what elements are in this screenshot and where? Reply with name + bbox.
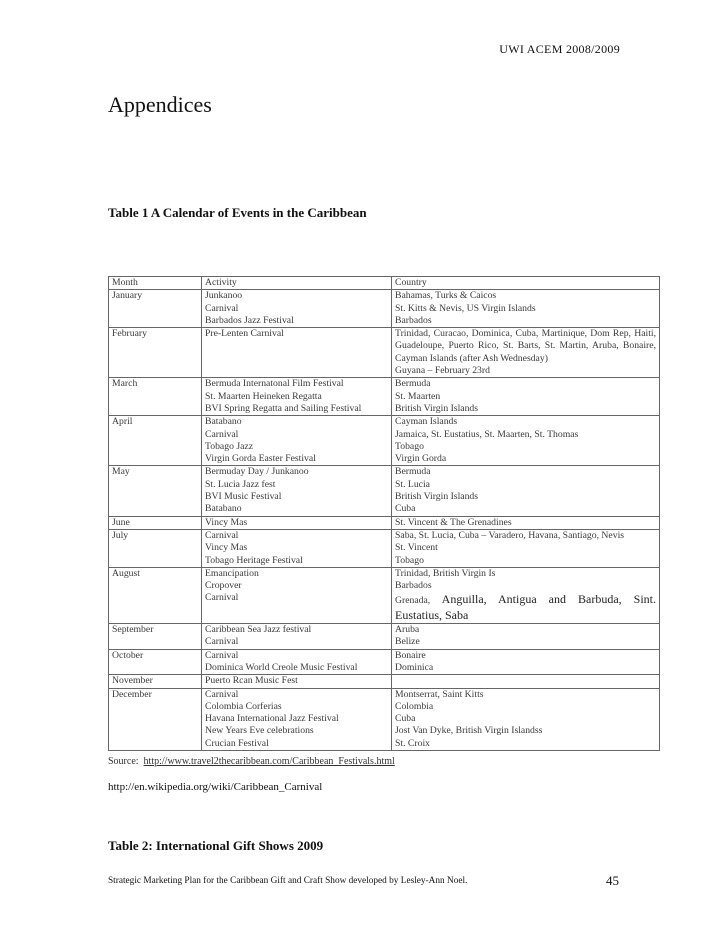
activity-line: Emancipation	[205, 567, 259, 579]
country-line: St. Vincent	[395, 542, 438, 554]
country-large-text: Anguilla, Antigua and Barbuda, Sint. Eustatius, Saba	[395, 592, 657, 622]
source-label: Source:	[108, 756, 139, 767]
country-line: Belize	[395, 636, 420, 648]
country-line: Bermuda	[395, 466, 431, 478]
running-header: UWI ACEM 2008/2009	[499, 42, 620, 56]
table-header-row	[109, 277, 660, 290]
country-line: Tobago	[395, 440, 424, 452]
country-line: St. Croix	[395, 737, 430, 749]
activity-line: Batabano	[205, 416, 242, 428]
country-cell	[392, 516, 660, 529]
wikipedia-link[interactable]: http://en.wikipedia.org/wiki/Caribbean_Carnival	[108, 781, 323, 793]
activity-line: Vincy Mas	[205, 542, 248, 554]
activity-line: Carnival	[205, 688, 239, 700]
month-cell: April	[109, 416, 202, 466]
activity-line: Caribbean Sea Jazz festival	[205, 624, 312, 636]
table-row	[109, 624, 660, 650]
activity-line: Vincy Mas	[205, 516, 248, 528]
activity-cell	[202, 328, 392, 378]
activity-cell	[202, 378, 392, 416]
activity-line: Carnival	[205, 428, 239, 440]
table1-caption: Table 1 A Calendar of Events in the Caribbean	[108, 205, 367, 220]
month-cell: December	[109, 688, 202, 750]
table-row	[109, 466, 660, 516]
country-cell	[392, 675, 660, 688]
header-month: Month	[109, 277, 202, 290]
activity-line: Virgin Gorda Easter Festival	[205, 453, 316, 465]
activity-line: Puerto Rcan Music Fest	[205, 675, 298, 687]
country-line: Barbados	[395, 314, 432, 326]
country-cell	[392, 328, 660, 378]
country-line: Barbados	[395, 580, 432, 592]
activity-line: Havana International Jazz Festival	[205, 713, 339, 725]
country-cell	[392, 649, 660, 675]
country-cell	[392, 567, 660, 623]
country-line: Dominica	[395, 661, 434, 673]
activity-line: Tobago Jazz	[205, 440, 254, 452]
activity-cell	[202, 466, 392, 516]
table-row	[109, 567, 660, 623]
country-line: Bermuda	[395, 378, 431, 390]
country-line: Cuba	[395, 503, 416, 515]
country-line: St. Kitts & Nevis, US Virgin Islands	[395, 302, 536, 314]
activity-line: St. Lucia Jazz fest	[205, 478, 276, 490]
activity-line: Tobago Heritage Festival	[205, 554, 303, 566]
table-row	[109, 516, 660, 529]
activity-line: Carnival	[205, 529, 239, 541]
activity-line: BVI Music Festival	[205, 491, 282, 503]
events-calendar-table	[108, 276, 660, 751]
country-cell	[392, 688, 660, 750]
table-row	[109, 649, 660, 675]
activity-cell	[202, 649, 392, 675]
source-link[interactable]: http://www.travel2thecaribbean.com/Caribbean_Festivals.html	[143, 756, 395, 767]
country-line: Saba, St. Lucia, Cuba – Varadero, Havana, Santiago, Nevis	[395, 529, 625, 541]
country-line: Montserrat, Saint Kitts	[395, 688, 484, 700]
header-country: Country	[392, 277, 660, 290]
month-cell: October	[109, 649, 202, 675]
country-line: Cayman Islands	[395, 416, 458, 428]
activity-line: New Years Eve celebrations	[205, 725, 314, 737]
table-row	[109, 328, 660, 378]
table-row	[109, 378, 660, 416]
activity-line: Colombia Corferias	[205, 700, 282, 712]
activity-cell	[202, 516, 392, 529]
activity-line: Dominica World Creole Music Festival	[205, 661, 358, 673]
country-line: Cuba	[395, 713, 416, 725]
country-cell	[392, 624, 660, 650]
activity-line: Crucian Festival	[205, 737, 269, 749]
activity-line: Pre-Lenten Carnival	[205, 328, 284, 340]
country-line: Virgin Gorda	[395, 453, 447, 465]
country-line: Colombia	[395, 700, 434, 712]
country-line: Jamaica, St. Eustatius, St. Maarten, St. Thomas	[395, 428, 579, 440]
country-prefix: Grenada,	[395, 595, 442, 607]
country-line: Bahamas, Turks & Caicos	[395, 290, 497, 302]
activity-cell	[202, 416, 392, 466]
activity-line: Junkanoo	[205, 290, 243, 302]
events-calendar-body	[109, 277, 660, 751]
country-line: British Virgin Islands	[395, 491, 479, 503]
country-line: Trinidad, British Virgin Is	[395, 567, 496, 579]
activity-line: Barbados Jazz Festival	[205, 314, 294, 326]
activity-line: St. Maarten Heineken Regatta	[205, 390, 322, 402]
table-row	[109, 688, 660, 750]
month-cell: February	[109, 328, 202, 378]
country-line: Jost Van Dyke, British Virgin Islandss	[395, 725, 543, 737]
footer-text: Strategic Marketing Plan for the Caribbean Gift and Craft Show developed by Lesley-Ann Noel.	[108, 876, 468, 886]
activity-cell	[202, 529, 392, 567]
table-row	[109, 529, 660, 567]
activity-cell	[202, 567, 392, 623]
activity-line: Bermuda Internatonal Film Festival	[205, 378, 344, 390]
country-line: Guyana – February 23rd	[395, 365, 490, 377]
table-row	[109, 290, 660, 328]
activity-cell	[202, 624, 392, 650]
activity-cell	[202, 688, 392, 750]
month-cell: September	[109, 624, 202, 650]
activity-line: Carnival	[205, 636, 239, 648]
month-cell: July	[109, 529, 202, 567]
table-row	[109, 416, 660, 466]
country-line: St. Vincent & The Grenadines	[395, 516, 512, 528]
activity-cell	[202, 290, 392, 328]
activity-line: Carnival	[205, 302, 239, 314]
country-line: St. Maarten	[395, 390, 441, 402]
page-title: Appendices	[108, 92, 212, 117]
month-cell: January	[109, 290, 202, 328]
country-line: Aruba	[395, 624, 420, 636]
month-cell: March	[109, 378, 202, 416]
country-line: St. Lucia	[395, 478, 430, 490]
country-line: Trinidad, Curacao, Dominica, Cuba, Martinique, Dom Rep, Haiti, Guadeloupe, Puerto Rico, St. Barts, St. Martin, Aruba, Bonaire, Cayman Islands (after Ash Wednesday)	[395, 328, 656, 364]
country-line: British Virgin Islands	[395, 402, 479, 414]
table2-caption: Table 2: International Gift Shows 2009	[108, 838, 324, 853]
month-cell: May	[109, 466, 202, 516]
activity-line: Batabano	[205, 503, 242, 515]
activity-line: Carnival	[205, 592, 239, 604]
country-cell	[392, 378, 660, 416]
country-cell	[392, 466, 660, 516]
source-line	[108, 756, 395, 767]
country-line	[395, 592, 656, 623]
month-cell: August	[109, 567, 202, 623]
month-cell: November	[109, 675, 202, 688]
country-cell	[392, 529, 660, 567]
activity-line: BVI Spring Regatta and Sailing Festival	[205, 402, 362, 414]
activity-line: Cropover	[205, 580, 242, 592]
activity-line: Bermuday Day / Junkanoo	[205, 466, 309, 478]
page-number: 45	[606, 873, 619, 888]
table-row	[109, 675, 660, 688]
country-cell	[392, 416, 660, 466]
month-cell: June	[109, 516, 202, 529]
header-activity: Activity	[202, 277, 392, 290]
activity-cell	[202, 675, 392, 688]
country-line: Tobago	[395, 554, 424, 566]
country-cell	[392, 290, 660, 328]
activity-line: Carnival	[205, 649, 239, 661]
country-line: Bonaire	[395, 649, 426, 661]
